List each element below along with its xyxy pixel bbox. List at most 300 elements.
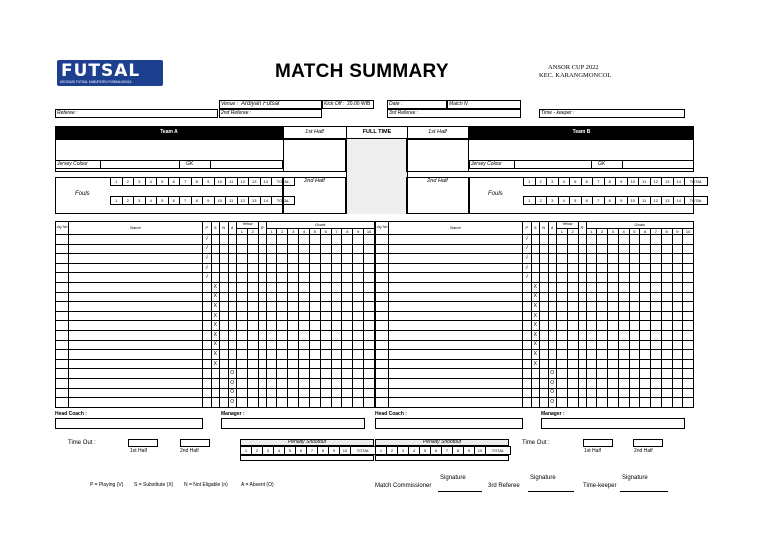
team-a-penalty-cell[interactable]: TOTAL: [351, 447, 376, 455]
team-b-stat-cell[interactable]: [640, 311, 651, 321]
team-a-stat-cell[interactable]: [277, 263, 288, 273]
team-b-stat-cell[interactable]: [578, 292, 586, 302]
team-b-status-cell[interactable]: [531, 263, 540, 273]
team-a-stat-cell[interactable]: [331, 388, 342, 398]
team-a-stat-cell[interactable]: [320, 244, 331, 254]
team-a-timeout-second-half-box[interactable]: [180, 439, 210, 447]
team-b-jersey-no-cell[interactable]: [376, 273, 389, 283]
team-a-stat-cell[interactable]: [299, 350, 310, 360]
team-a-stat-cell[interactable]: [277, 359, 288, 369]
team-b-stat-cell[interactable]: [661, 330, 672, 340]
team-b-stat-cell[interactable]: [651, 369, 662, 379]
team-a-stat-cell[interactable]: [320, 388, 331, 398]
team-a-stat-cell[interactable]: [364, 350, 375, 360]
team-a-jersey-no-cell[interactable]: [56, 263, 69, 273]
team-a-stat-cell[interactable]: [364, 263, 375, 273]
team-a-stat-cell[interactable]: [299, 254, 310, 264]
team-b-stat-cell[interactable]: [629, 311, 640, 321]
team-b-stat-cell[interactable]: [661, 359, 672, 369]
team-b-stat-cell[interactable]: [661, 282, 672, 292]
team-b-status-cell[interactable]: [531, 254, 540, 264]
team-a-status-cell[interactable]: [220, 369, 229, 379]
team-a-status-cell[interactable]: [220, 388, 229, 398]
team-b-stat-cell[interactable]: [629, 388, 640, 398]
team-a-stat-cell[interactable]: [342, 282, 353, 292]
team-b-timeout-second-half-box[interactable]: [633, 439, 663, 447]
team-b-stat-cell[interactable]: [672, 388, 683, 398]
team-a-status-cell[interactable]: [203, 321, 212, 331]
team-a-name-cell[interactable]: [69, 244, 203, 254]
team-b-foul-cell[interactable]: 3: [547, 178, 559, 186]
team-a-name-cell[interactable]: [69, 350, 203, 360]
team-b-jersey-field[interactable]: [514, 160, 592, 169]
team-a-stat-cell[interactable]: [237, 254, 248, 264]
team-b-penalty-cell[interactable]: 5: [420, 447, 431, 455]
team-a-stat-cell[interactable]: [288, 235, 299, 245]
team-a-foul-cell[interactable]: 13: [249, 197, 261, 205]
team-a-manager-field[interactable]: [221, 418, 365, 429]
team-a-status-cell[interactable]: [220, 254, 229, 264]
team-a-status-cell[interactable]: [211, 398, 220, 408]
team-a-stat-cell[interactable]: [299, 398, 310, 408]
team-b-name-cell[interactable]: [389, 350, 523, 360]
team-a-stat-cell[interactable]: [342, 369, 353, 379]
team-a-penalty-result-row[interactable]: [240, 455, 374, 461]
team-a-foul-cell[interactable]: 5: [157, 178, 169, 186]
team-b-status-cell[interactable]: [548, 263, 557, 273]
team-b-stat-cell[interactable]: [557, 330, 568, 340]
team-b-stat-cell[interactable]: [557, 273, 568, 283]
team-b-stat-cell[interactable]: [640, 398, 651, 408]
team-a-stat-cell[interactable]: [331, 254, 342, 264]
team-a-name-cell[interactable]: [69, 263, 203, 273]
team-a-stat-cell[interactable]: [309, 321, 320, 331]
team-b-status-cell[interactable]: [540, 235, 549, 245]
team-a-foul-cell[interactable]: 1: [111, 178, 123, 186]
team-b-stat-cell[interactable]: [597, 244, 608, 254]
team-b-name-cell[interactable]: [389, 388, 523, 398]
team-a-foul-cell[interactable]: 5: [157, 197, 169, 205]
team-b-status-cell[interactable]: [540, 369, 549, 379]
team-a-stat-cell[interactable]: [258, 369, 266, 379]
team-a-status-cell[interactable]: √: [203, 273, 212, 283]
team-a-stat-cell[interactable]: [309, 282, 320, 292]
team-b-jersey-no-cell[interactable]: [376, 398, 389, 408]
team-b-stat-cell[interactable]: [618, 282, 629, 292]
team-b-stat-cell[interactable]: [651, 235, 662, 245]
team-a-status-cell[interactable]: X: [211, 282, 220, 292]
team-b-stat-cell[interactable]: [651, 244, 662, 254]
team-b-jersey-no-cell[interactable]: [376, 292, 389, 302]
team-a-stat-cell[interactable]: [266, 302, 277, 312]
team-a-jersey-no-cell[interactable]: [56, 254, 69, 264]
team-b-stat-cell[interactable]: [640, 254, 651, 264]
team-b-foul-cell[interactable]: 13: [662, 197, 674, 205]
team-b-status-cell[interactable]: [523, 292, 532, 302]
team-b-stat-cell[interactable]: [672, 282, 683, 292]
team-b-stat-cell[interactable]: [640, 369, 651, 379]
team-a-name-cell[interactable]: [69, 321, 203, 331]
team-a-status-cell[interactable]: [220, 311, 229, 321]
team-a-stat-cell[interactable]: [342, 359, 353, 369]
team-a-status-cell[interactable]: [220, 340, 229, 350]
team-b-foul-cell[interactable]: 2: [535, 197, 547, 205]
team-b-status-cell[interactable]: X: [531, 311, 540, 321]
team-a-stat-cell[interactable]: [364, 359, 375, 369]
team-a-status-cell[interactable]: [228, 292, 237, 302]
team-b-stat-cell[interactable]: [672, 273, 683, 283]
team-a-stat-cell[interactable]: [353, 263, 364, 273]
team-a-status-cell[interactable]: [203, 292, 212, 302]
team-a-stat-cell[interactable]: [309, 330, 320, 340]
team-b-penalty-cell[interactable]: 3: [398, 447, 409, 455]
team-b-stat-cell[interactable]: [651, 302, 662, 312]
team-a-stat-cell[interactable]: [331, 359, 342, 369]
team-b-status-cell[interactable]: [523, 321, 532, 331]
team-b-stat-cell[interactable]: [618, 340, 629, 350]
team-b-stat-cell[interactable]: [683, 369, 694, 379]
team-a-stat-cell[interactable]: [331, 340, 342, 350]
team-a-stat-cell[interactable]: [288, 340, 299, 350]
team-b-stat-cell[interactable]: [629, 321, 640, 331]
team-a-stat-cell[interactable]: [364, 244, 375, 254]
team-a-stat-cell[interactable]: [331, 369, 342, 379]
team-a-stat-cell[interactable]: [342, 302, 353, 312]
team-a-foul-cell[interactable]: 14: [260, 197, 272, 205]
team-a-status-cell[interactable]: [228, 321, 237, 331]
team-a-status-cell[interactable]: X: [211, 350, 220, 360]
team-a-stat-cell[interactable]: [247, 244, 258, 254]
team-a-status-cell[interactable]: [228, 350, 237, 360]
team-a-foul-cell[interactable]: TOTAL: [272, 197, 295, 205]
team-b-stat-cell[interactable]: [586, 263, 597, 273]
team-a-stat-cell[interactable]: [247, 292, 258, 302]
team-a-status-cell[interactable]: [203, 388, 212, 398]
team-a-penalty-cell[interactable]: 6: [296, 447, 307, 455]
team-b-jersey-no-cell[interactable]: [376, 254, 389, 264]
team-b-status-cell[interactable]: O: [548, 388, 557, 398]
team-b-status-cell[interactable]: [548, 273, 557, 283]
team-b-stat-cell[interactable]: [597, 378, 608, 388]
team-a-stat-cell[interactable]: [320, 292, 331, 302]
team-a-foul-cell[interactable]: 3: [134, 197, 146, 205]
team-a-stat-cell[interactable]: [288, 311, 299, 321]
team-b-status-cell[interactable]: X: [531, 330, 540, 340]
team-b-stat-cell[interactable]: [629, 359, 640, 369]
team-b-stat-cell[interactable]: [661, 273, 672, 283]
team-b-foul-cell[interactable]: 3: [547, 197, 559, 205]
team-a-status-cell[interactable]: [203, 369, 212, 379]
team-a-stat-cell[interactable]: [247, 350, 258, 360]
team-a-stat-cell[interactable]: [237, 311, 248, 321]
team-b-stat-cell[interactable]: [618, 263, 629, 273]
team-b-stat-cell[interactable]: [618, 302, 629, 312]
team-a-foul-cell[interactable]: TOTAL: [272, 178, 295, 186]
third-referee-signature-line[interactable]: [528, 491, 574, 492]
team-a-jersey-no-cell[interactable]: [56, 369, 69, 379]
team-a-stat-cell[interactable]: [237, 350, 248, 360]
team-a-stat-cell[interactable]: [277, 254, 288, 264]
team-b-stat-cell[interactable]: [578, 282, 586, 292]
team-b-foul-cell[interactable]: 7: [593, 178, 605, 186]
team-a-stat-cell[interactable]: [237, 359, 248, 369]
team-b-name-cell[interactable]: [389, 273, 523, 283]
team-a-status-cell[interactable]: [228, 244, 237, 254]
team-b-status-cell[interactable]: [523, 359, 532, 369]
team-b-penalty-cell[interactable]: 7: [442, 447, 453, 455]
team-a-stat-cell[interactable]: [353, 398, 364, 408]
team-a-stat-cell[interactable]: [247, 378, 258, 388]
team-a-stat-cell[interactable]: [258, 388, 266, 398]
team-b-stat-cell[interactable]: [597, 273, 608, 283]
team-b-name-cell[interactable]: [389, 244, 523, 254]
team-b-stat-cell[interactable]: [567, 302, 578, 312]
team-b-stat-cell[interactable]: [651, 311, 662, 321]
team-a-jersey-no-cell[interactable]: [56, 244, 69, 254]
team-a-status-cell[interactable]: [211, 273, 220, 283]
team-b-stat-cell[interactable]: [586, 244, 597, 254]
team-a-status-cell[interactable]: [203, 330, 212, 340]
team-b-foul-cell[interactable]: 10: [627, 178, 639, 186]
team-a-stat-cell[interactable]: [331, 244, 342, 254]
team-a-stat-cell[interactable]: [364, 254, 375, 264]
team-a-foul-cell[interactable]: 9: [203, 197, 215, 205]
team-a-stat-cell[interactable]: [237, 302, 248, 312]
team-a-stat-cell[interactable]: [277, 398, 288, 408]
team-a-name-cell[interactable]: [69, 282, 203, 292]
team-b-foul-cell[interactable]: 8: [604, 178, 616, 186]
team-b-stat-cell[interactable]: [672, 359, 683, 369]
team-a-stat-cell[interactable]: [247, 398, 258, 408]
team-a-status-cell[interactable]: √: [203, 244, 212, 254]
team-b-stat-cell[interactable]: [597, 282, 608, 292]
team-b-stat-cell[interactable]: [557, 292, 568, 302]
team-a-stat-cell[interactable]: [331, 273, 342, 283]
team-b-stat-cell[interactable]: [608, 350, 619, 360]
team-b-foul-cell[interactable]: 11: [639, 197, 651, 205]
team-a-status-cell[interactable]: [211, 263, 220, 273]
team-a-stat-cell[interactable]: [237, 282, 248, 292]
team-b-stat-cell[interactable]: [629, 263, 640, 273]
team-b-stat-cell[interactable]: [597, 302, 608, 312]
team-b-status-cell[interactable]: [523, 311, 532, 321]
team-a-penalty-cell[interactable]: 4: [274, 447, 285, 455]
team-a-stat-cell[interactable]: [309, 369, 320, 379]
team-b-stat-cell[interactable]: [608, 378, 619, 388]
team-a-jersey-no-cell[interactable]: [56, 340, 69, 350]
team-a-stat-cell[interactable]: [309, 311, 320, 321]
team-b-stat-cell[interactable]: [597, 388, 608, 398]
team-a-stat-cell[interactable]: [277, 292, 288, 302]
team-b-stat-cell[interactable]: [618, 369, 629, 379]
team-b-stat-cell[interactable]: [586, 282, 597, 292]
team-b-status-cell[interactable]: √: [523, 273, 532, 283]
team-a-stat-cell[interactable]: [353, 340, 364, 350]
team-a-stat-cell[interactable]: [258, 263, 266, 273]
team-b-stat-cell[interactable]: [640, 292, 651, 302]
team-a-status-cell[interactable]: [220, 302, 229, 312]
team-a-stat-cell[interactable]: [247, 235, 258, 245]
team-b-stat-cell[interactable]: [586, 254, 597, 264]
team-a-stat-cell[interactable]: [237, 292, 248, 302]
team-a-stat-cell[interactable]: [331, 321, 342, 331]
team-b-stat-cell[interactable]: [608, 254, 619, 264]
team-b-stat-cell[interactable]: [557, 398, 568, 408]
team-a-stat-cell[interactable]: [364, 292, 375, 302]
team-b-penalty-result-row[interactable]: [375, 455, 509, 461]
team-b-stat-cell[interactable]: [567, 340, 578, 350]
timekeeper-signature-line[interactable]: [620, 491, 668, 492]
team-a-stat-cell[interactable]: [277, 311, 288, 321]
team-a-stat-cell[interactable]: [247, 263, 258, 273]
team-b-stat-cell[interactable]: [557, 263, 568, 273]
team-b-stat-cell[interactable]: [557, 254, 568, 264]
team-a-status-cell[interactable]: [211, 388, 220, 398]
team-b-stat-cell[interactable]: [683, 273, 694, 283]
team-b-foul-cell[interactable]: 1: [524, 178, 536, 186]
team-b-stat-cell[interactable]: [608, 311, 619, 321]
team-b-stat-cell[interactable]: [661, 340, 672, 350]
team-b-stat-cell[interactable]: [608, 235, 619, 245]
team-a-status-cell[interactable]: [220, 321, 229, 331]
team-a-status-cell[interactable]: √: [203, 254, 212, 264]
team-b-stat-cell[interactable]: [557, 340, 568, 350]
team-b-stat-cell[interactable]: [618, 311, 629, 321]
team-b-timeout-first-half-box[interactable]: [583, 439, 613, 447]
team-a-stat-cell[interactable]: [331, 330, 342, 340]
team-a-stat-cell[interactable]: [342, 263, 353, 273]
team-a-stat-cell[interactable]: [309, 254, 320, 264]
team-b-stat-cell[interactable]: [586, 321, 597, 331]
team-a-stat-cell[interactable]: [288, 321, 299, 331]
team-a-stat-cell[interactable]: [237, 330, 248, 340]
team-b-stat-cell[interactable]: [672, 302, 683, 312]
team-a-stat-cell[interactable]: [247, 273, 258, 283]
team-a-stat-cell[interactable]: [364, 235, 375, 245]
team-b-stat-cell[interactable]: [557, 369, 568, 379]
team-a-stat-cell[interactable]: [266, 350, 277, 360]
team-b-stat-cell[interactable]: [661, 254, 672, 264]
team-a-stat-cell[interactable]: [258, 235, 266, 245]
team-b-status-cell[interactable]: X: [531, 350, 540, 360]
team-b-stat-cell[interactable]: [651, 273, 662, 283]
team-b-stat-cell[interactable]: [629, 244, 640, 254]
team-a-stat-cell[interactable]: [266, 388, 277, 398]
team-b-stat-cell[interactable]: [557, 350, 568, 360]
team-a-jersey-field[interactable]: [100, 160, 180, 169]
team-a-stat-cell[interactable]: [277, 340, 288, 350]
team-b-status-cell[interactable]: [540, 321, 549, 331]
team-b-name-cell[interactable]: [389, 340, 523, 350]
team-b-foul-cell[interactable]: 4: [558, 178, 570, 186]
team-a-stat-cell[interactable]: [331, 235, 342, 245]
team-b-stat-cell[interactable]: [640, 244, 651, 254]
team-b-stat-cell[interactable]: [557, 244, 568, 254]
team-b-name-cell[interactable]: [389, 235, 523, 245]
team-b-stat-cell[interactable]: [578, 369, 586, 379]
team-a-status-cell[interactable]: √: [203, 263, 212, 273]
team-b-stat-cell[interactable]: [683, 311, 694, 321]
team-b-stat-cell[interactable]: [578, 359, 586, 369]
team-a-stat-cell[interactable]: [266, 282, 277, 292]
team-b-stat-cell[interactable]: [567, 369, 578, 379]
team-a-jersey-no-cell[interactable]: [56, 350, 69, 360]
team-a-status-cell[interactable]: [228, 311, 237, 321]
team-a-stat-cell[interactable]: [247, 388, 258, 398]
team-a-stat-cell[interactable]: [247, 340, 258, 350]
team-b-stat-cell[interactable]: [567, 273, 578, 283]
team-b-foul-cell[interactable]: 13: [662, 178, 674, 186]
team-a-stat-cell[interactable]: [258, 254, 266, 264]
team-a-jersey-no-cell[interactable]: [56, 321, 69, 331]
team-b-jersey-no-cell[interactable]: [376, 369, 389, 379]
team-b-stat-cell[interactable]: [578, 263, 586, 273]
team-b-status-cell[interactable]: [523, 340, 532, 350]
team-b-status-cell[interactable]: [531, 398, 540, 408]
team-b-stat-cell[interactable]: [578, 321, 586, 331]
team-b-status-cell[interactable]: √: [523, 235, 532, 245]
team-b-status-cell[interactable]: [523, 302, 532, 312]
team-b-foul-cell[interactable]: 10: [627, 197, 639, 205]
team-b-stat-cell[interactable]: [597, 292, 608, 302]
team-a-stat-cell[interactable]: [320, 359, 331, 369]
team-a-status-cell[interactable]: [220, 244, 229, 254]
team-b-foul-cell[interactable]: 9: [616, 197, 628, 205]
team-a-stat-cell[interactable]: [288, 263, 299, 273]
team-b-stat-cell[interactable]: [651, 282, 662, 292]
team-a-foul-cell[interactable]: 1: [111, 197, 123, 205]
team-a-stat-cell[interactable]: [364, 282, 375, 292]
team-a-stat-cell[interactable]: [342, 388, 353, 398]
team-b-name-cell[interactable]: [389, 398, 523, 408]
team-b-stat-cell[interactable]: [672, 311, 683, 321]
team-b-jersey-no-cell[interactable]: [376, 282, 389, 292]
team-a-foul-cell[interactable]: 11: [226, 178, 238, 186]
team-b-name-cell[interactable]: [389, 311, 523, 321]
team-b-stat-cell[interactable]: [661, 321, 672, 331]
team-b-stat-cell[interactable]: [567, 321, 578, 331]
team-a-stat-cell[interactable]: [299, 263, 310, 273]
team-a-stat-cell[interactable]: [320, 398, 331, 408]
team-a-foul-cell[interactable]: 3: [134, 178, 146, 186]
team-a-stat-cell[interactable]: [288, 330, 299, 340]
team-a-status-cell[interactable]: [211, 235, 220, 245]
team-b-stat-cell[interactable]: [683, 398, 694, 408]
team-b-stat-cell[interactable]: [608, 273, 619, 283]
team-b-stat-cell[interactable]: [608, 244, 619, 254]
team-b-status-cell[interactable]: X: [531, 292, 540, 302]
team-a-stat-cell[interactable]: [237, 235, 248, 245]
team-a-stat-cell[interactable]: [247, 321, 258, 331]
team-a-stat-cell[interactable]: [309, 235, 320, 245]
team-b-first-half-score[interactable]: [406, 139, 469, 172]
team-b-foul-cell[interactable]: 2: [535, 178, 547, 186]
team-b-stat-cell[interactable]: [567, 292, 578, 302]
team-b-stat-cell[interactable]: [672, 235, 683, 245]
team-b-stat-cell[interactable]: [578, 378, 586, 388]
team-b-stat-cell[interactable]: [618, 235, 629, 245]
team-a-stat-cell[interactable]: [288, 292, 299, 302]
team-a-stat-cell[interactable]: [320, 369, 331, 379]
team-a-jersey-no-cell[interactable]: [56, 378, 69, 388]
team-a-stat-cell[interactable]: [331, 302, 342, 312]
team-b-foul-cell[interactable]: 1: [524, 197, 536, 205]
team-b-status-cell[interactable]: [540, 302, 549, 312]
team-b-penalty-cell[interactable]: 10: [475, 447, 486, 455]
team-b-status-cell[interactable]: X: [531, 359, 540, 369]
team-b-status-cell[interactable]: [540, 273, 549, 283]
team-a-status-cell[interactable]: [220, 330, 229, 340]
